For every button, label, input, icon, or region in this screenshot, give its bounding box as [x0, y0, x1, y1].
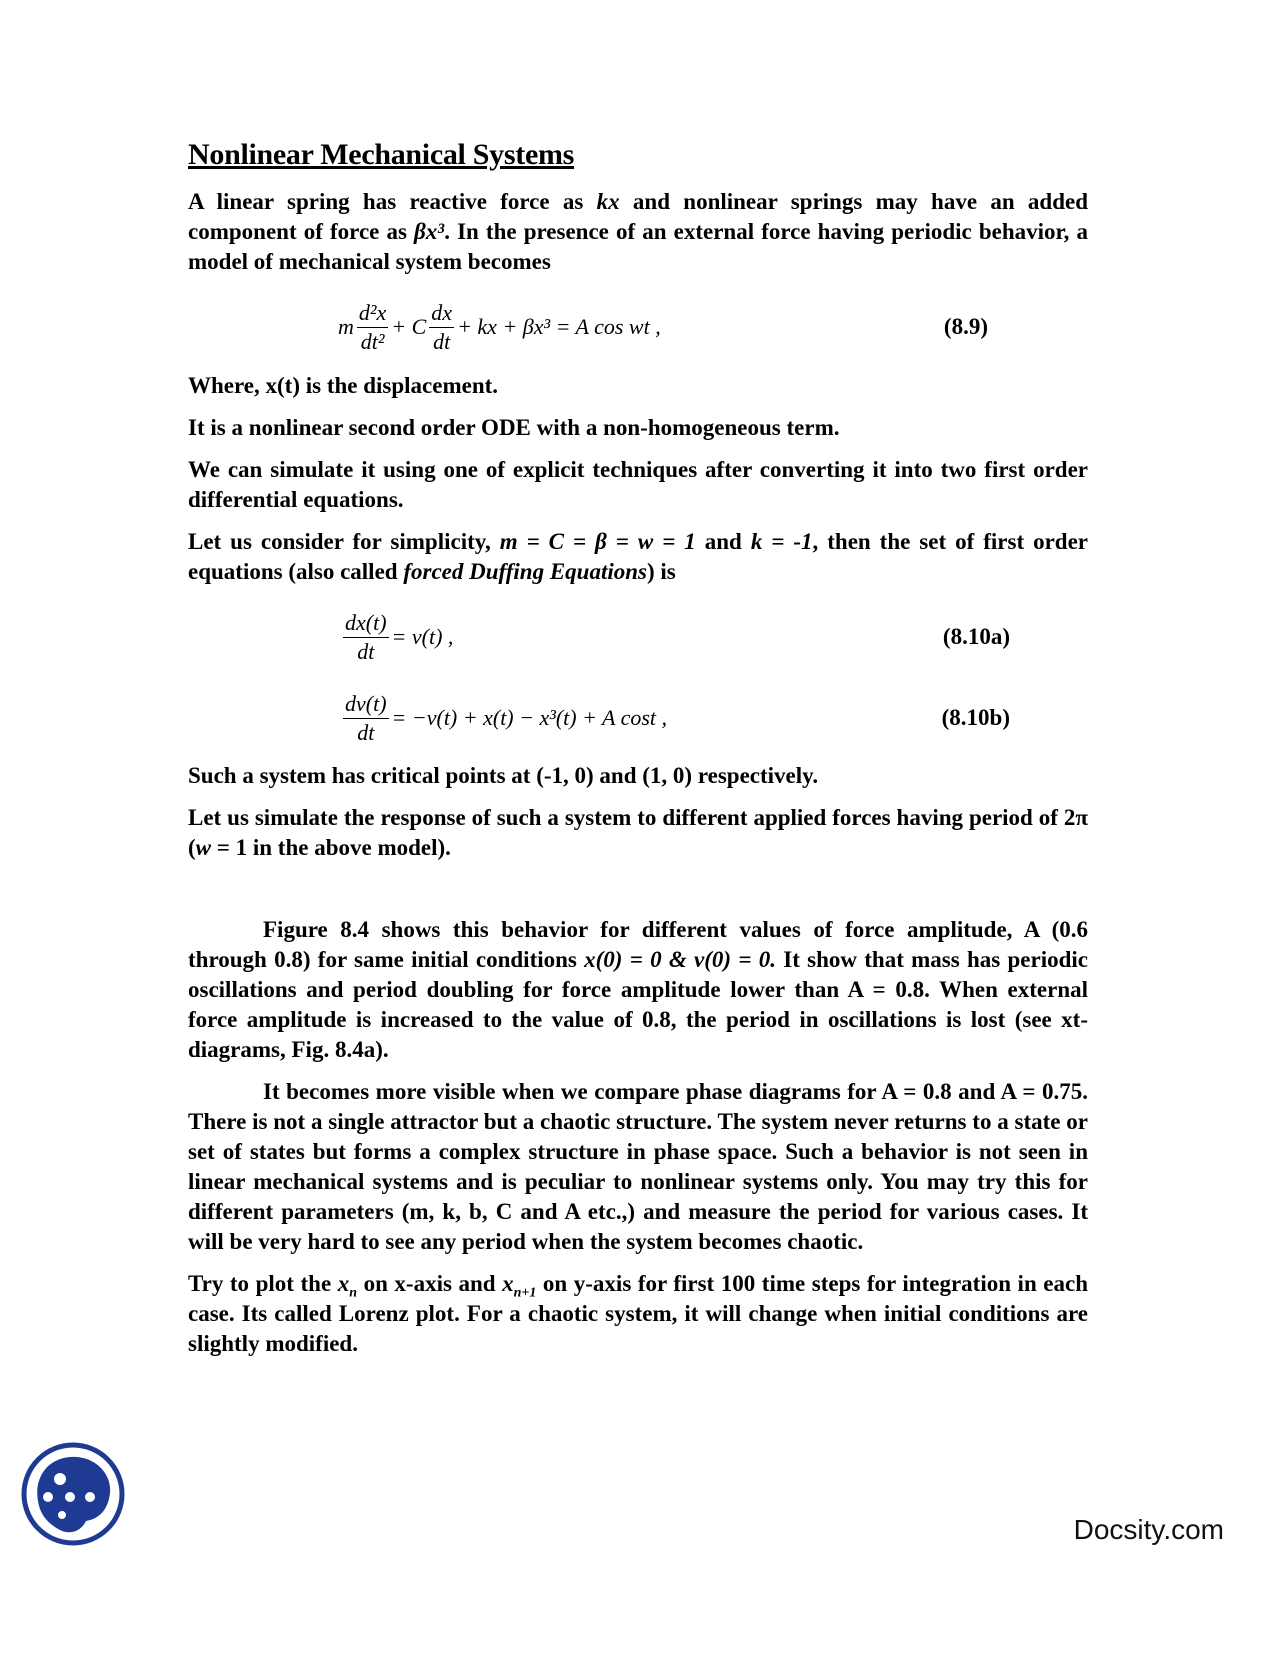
text-run: Let us consider for simplicity,	[188, 529, 500, 554]
fraction	[429, 299, 454, 356]
term-params: m = C = β = w = 1	[499, 529, 696, 554]
term-xn1: $x_{n+1}$	[502, 1271, 537, 1301]
equation-8-9	[188, 289, 1088, 365]
text-run: A linear spring has reactive force as	[188, 189, 597, 214]
paragraph-response	[188, 803, 1088, 863]
paragraph-figure	[188, 915, 1088, 1065]
text-run: = 1 in the above model).	[211, 835, 451, 860]
fraction	[343, 690, 389, 747]
equation-label: (8.9)	[943, 314, 988, 339]
text-run: Let us simulate the response of such a system to different applied forces having period of 2π (	[188, 805, 1088, 860]
eq-term: + kx + βx³ = A cos wt ,	[457, 314, 661, 339]
text-run: It show that mass has periodic oscillations and period doubling for force amplitude lower than A = 0.8. When external force amplitude is increased to the value of 0.8, the period in oscillations is lost (see xt-diagrams, Fig. 8.4a).	[188, 947, 1088, 1062]
frac-numerator: dx(t)	[343, 609, 389, 638]
term-xn: $x_n$	[337, 1271, 358, 1301]
term-kx: kx	[596, 189, 620, 214]
eq-term: = v(t) ,	[391, 624, 454, 649]
text-run: on y-axis for first 100 time steps for integration in each case. Its called Lorenz plot. For a chaotic system, it will change when initial conditions are slightly modified.	[188, 1271, 1088, 1356]
frac-denominator: dt	[357, 638, 375, 664]
fraction	[343, 609, 389, 666]
equation-8-10a	[188, 599, 1088, 675]
equation-body	[340, 681, 667, 755]
equation-body	[338, 289, 661, 365]
paragraph-simplicity	[188, 527, 1088, 587]
equation-label: (8.10b)	[941, 705, 1010, 730]
frac-numerator: dv(t)	[343, 690, 389, 719]
text-run: on x-axis and	[357, 1271, 503, 1296]
text-run: Figure 8.4 shows this behavior for different values of force amplitude, A (0.6 through 0.8) for same initial conditions	[188, 917, 1088, 972]
paragraph-simulate: We can simulate it using one of explicit techniques after converting it into two first order differential equations.	[188, 457, 1088, 512]
fraction	[357, 299, 388, 356]
eq-term: + C	[391, 314, 427, 339]
term-w: w	[195, 835, 212, 860]
text-run: ) is	[647, 559, 676, 584]
eq-term: = −v(t) + x(t) − x³(t) + A cost ,	[391, 705, 668, 730]
text-run: and	[695, 529, 751, 554]
eq-term: m	[338, 314, 354, 339]
frac-denominator: dt²	[360, 328, 385, 354]
equation-8-10b	[188, 681, 1088, 755]
frac-denominator: dt	[357, 719, 375, 745]
term-k: k = -1	[750, 529, 813, 554]
docsity-brand[interactable]: Docsity.com	[1073, 1514, 1224, 1545]
frac-numerator: d²x	[357, 299, 388, 328]
document-body	[188, 135, 1088, 1371]
equation-body	[340, 599, 453, 675]
term-beta-x3: βx³	[414, 219, 445, 244]
text-run: , then the set of first order equations (also called	[188, 529, 1088, 584]
paragraph-lorenz	[188, 1269, 1088, 1359]
paragraph-chaos: It becomes more visible when we compare phase diagrams for A = 0.8 and A = 0.75. There is not a single attractor but a chaotic structure. The system never returns to a state or set of states but forms a complex structure in phase space. Such a behavior is not seen in linear mechanical systems and is peculiar to nonlinear systems only. You may try this for different parameters (m, k, b, C and A etc.,) and measure the period for various cases. It will be very hard to see any period when the system becomes chaotic.	[188, 1079, 1088, 1254]
paragraph-displacement: Where, x(t) is the displacement.	[188, 373, 499, 398]
text-run: . In the presence of an external force having periodic behavior, a model of mechanical system becomes	[188, 219, 1088, 274]
term-initial-conditions: x(0) = 0 & v(0) = 0.	[584, 947, 776, 972]
section-title: Nonlinear Mechanical Systems	[188, 138, 575, 171]
frac-denominator: dt	[433, 328, 451, 354]
frac-numerator: dx	[429, 299, 454, 328]
text-run: and nonlinear springs may have an added component of force as	[188, 189, 1088, 244]
spacer	[188, 875, 1088, 915]
paragraph-ode: It is a nonlinear second order ODE with a non-homogeneous term.	[188, 415, 840, 440]
paragraph-intro	[188, 187, 1088, 277]
docsity-logo-icon	[20, 1441, 126, 1547]
equation-label: (8.10a)	[942, 624, 1010, 649]
paragraph-critical-points: Such a system has critical points at (-1, 0) and (1, 0) respectively.	[188, 763, 819, 788]
text-run: Try to plot the	[188, 1271, 338, 1296]
term-duffing: forced Duffing Equations	[403, 559, 647, 584]
